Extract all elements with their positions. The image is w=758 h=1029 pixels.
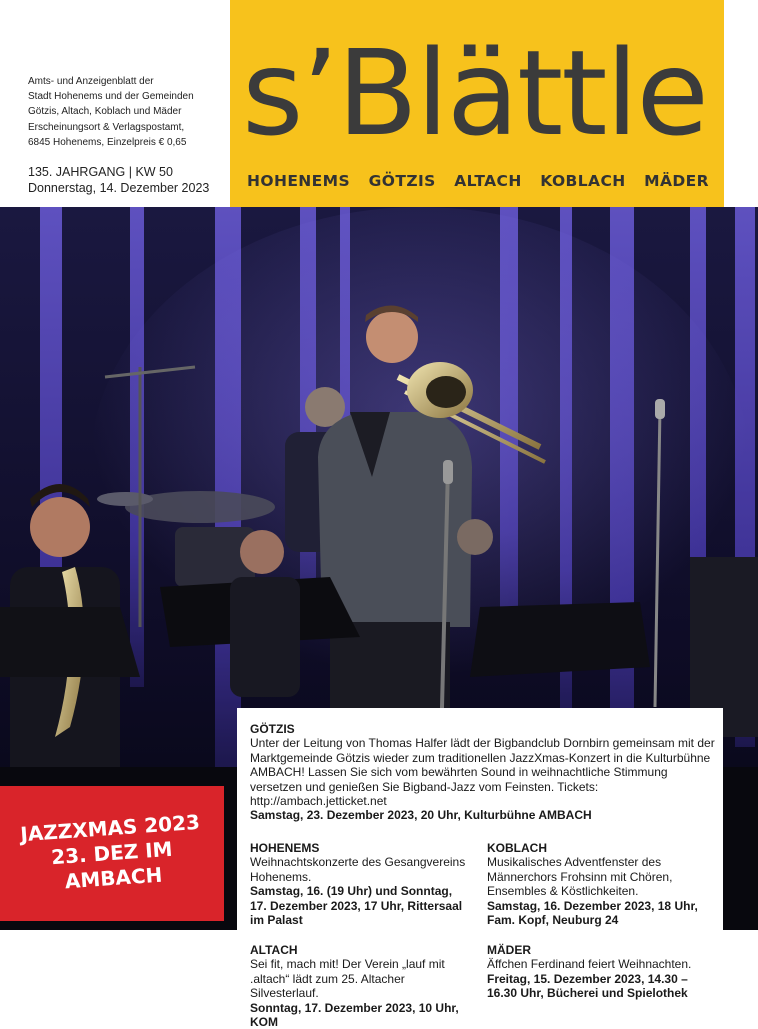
- promo-badge: [0, 786, 224, 921]
- town-name: ALTACH: [454, 172, 522, 190]
- event-maeder: [487, 943, 715, 1001]
- promo-line: AMBACH: [64, 862, 164, 894]
- event-text: Äffchen Ferdinand feiert Weihnachten.: [487, 957, 692, 972]
- town-name: GÖTZIS: [368, 172, 436, 190]
- town-name: KOBLACH: [540, 172, 626, 190]
- event-text: Sei fit, mach mit! Der Verein „lauf mit .altach“ lädt zum 25. Altacher Silvesterlauf.: [250, 957, 445, 1001]
- publisher-line: Erscheinungsort & Verlagspostamt,: [28, 121, 185, 133]
- town-name: MÄDER: [644, 172, 709, 190]
- event-heading: ALTACH: [250, 943, 298, 957]
- event-text: Musikalisches Adventfenster des Männerchors Frohsinn mit Chören, Ensembles & Köstlichkeiten.: [487, 855, 673, 899]
- event-text: Unter der Leitung von Thomas Halfer lädt der Bigbandclub Dornbirn gemeinsam mit der Marktgemeinde Götzis wieder zum traditionellen JazzXmas-Konzert in die Kulturbühne AMBACH! Lassen Sie sich vom bewährten Sound in weihnachtliche Stimmung versetzen und genießen Sie Bigband-Jazz vom Feinsten. Tickets: http://ambach.jetticket.net: [250, 736, 715, 809]
- publisher-line: 6845 Hohenems, Einzelpreis € 0,65: [28, 136, 187, 148]
- event-hohenems: [250, 841, 472, 927]
- event-text: Weihnachtskonzerte des Gesangvereins Hohenems.: [250, 855, 466, 884]
- event-date: Samstag, 16. (19 Uhr) und Sonntag, 17. Dezember 2023, 17 Uhr, Rittersaal im Palast: [250, 884, 463, 928]
- event-heading: GÖTZIS: [250, 722, 295, 736]
- event-date: Samstag, 16. Dezember 2023, 18 Uhr, Fam. Kopf, Neuburg 24: [487, 898, 698, 928]
- publisher-info: [28, 74, 223, 150]
- promo-line: JAZZXMAS 2023: [19, 809, 201, 847]
- event-date: Freitag, 15. Dezember 2023, 14.30 – 16.30 Uhr, Bücherei und Spielothek: [487, 971, 688, 1001]
- masthead-logo: s’Blättle: [242, 24, 707, 162]
- promo-text: [20, 810, 205, 897]
- masthead: [230, 0, 724, 216]
- event-date: Samstag, 23. Dezember 2023, 20 Uhr, Kulturbühne AMBACH: [250, 808, 592, 823]
- promo-line: 23. DEZ IM: [50, 836, 174, 870]
- publisher-line: Stadt Hohenems und der Gemeinden: [28, 91, 194, 103]
- events-panel: [237, 708, 723, 1029]
- event-altach: [250, 943, 475, 1029]
- event-date: Sonntag, 17. Dezember 2023, 10 Uhr, KOM: [250, 1000, 459, 1029]
- event-goetzis: [250, 722, 716, 823]
- publisher-line: Götzis, Altach, Koblach und Mäder: [28, 106, 182, 118]
- publisher-line: Amts- und Anzeigenblatt der: [28, 76, 154, 87]
- event-heading: HOHENEMS: [250, 841, 320, 855]
- issue-date: Donnerstag, 14. Dezember 2023: [28, 181, 210, 195]
- event-heading: MÄDER: [487, 943, 531, 957]
- issue-info: [28, 164, 209, 196]
- town-name: HOHENEMS: [247, 172, 351, 190]
- town-list: [247, 172, 709, 190]
- event-heading: KOBLACH: [487, 841, 547, 855]
- event-koblach: [487, 841, 715, 927]
- issue-volume: 135. JAHRGANG | KW 50: [28, 165, 173, 179]
